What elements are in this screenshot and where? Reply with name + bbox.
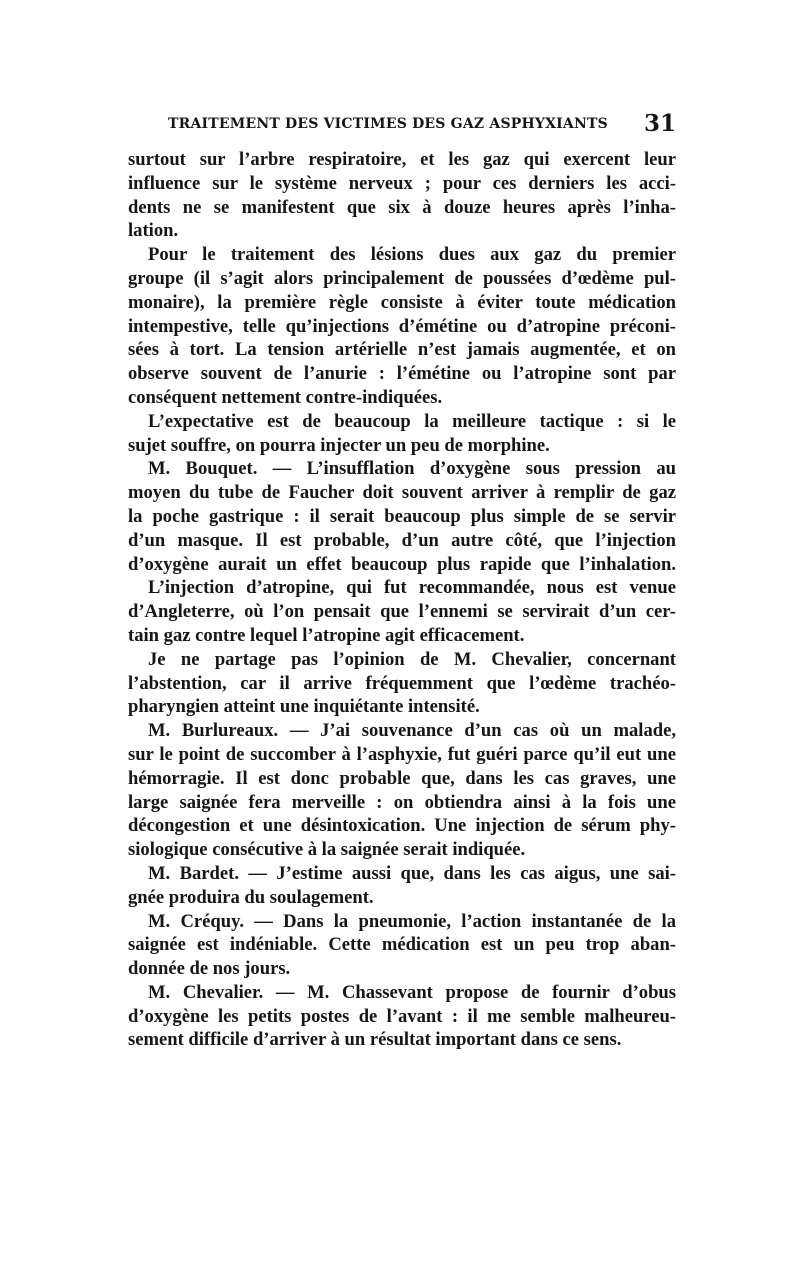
text-line: donnée de nos jours.	[128, 958, 291, 980]
text-line: M. Bardet. — J’estime aussi que, dans les cas aigus, une sai-	[148, 862, 676, 884]
text-line: siologique consécutive à la saignée serait indiquée.	[128, 839, 526, 861]
text-line: observe souvent de l’anurie : l’émétine ou l’atropine sont par	[128, 363, 676, 385]
text-line: tain gaz contre lequel l’atropine agit efficacement.	[128, 624, 525, 646]
text-line: L’expectative est de beaucoup la meilleure tactique : si le	[148, 410, 676, 432]
text-line: hémorragie. Il est donc probable que, dans les cas graves, une	[128, 767, 676, 789]
text-line: Je ne partage pas l’opinion de M. Chevalier, concernant	[148, 648, 676, 670]
text-line: intempestive, telle qu’injections d’émétine ou d’atropine préconi-	[128, 315, 676, 337]
page-header	[128, 110, 676, 140]
text-line: surtout sur l’arbre respiratoire, et les gaz qui exercent leur	[128, 149, 676, 170]
text-line: M. Créquy. — Dans la pneumonie, l’action instantanée de la	[148, 910, 676, 932]
text-line: d’oxygène aurait un effet beaucoup plus rapide que l’inhalation.	[128, 553, 676, 575]
text-line: dents ne se manifestent que six à douze heures après l’inha-	[128, 196, 676, 218]
text-line: large saignée fera merveille : on obtiendra ainsi à la fois une	[128, 791, 676, 813]
text-line: L’injection d’atropine, qui fut recommandée, nous est venue	[148, 577, 676, 599]
text-line: Pour le traitement des lésions dues aux gaz du premier	[148, 244, 676, 266]
page-number: 31	[643, 110, 676, 137]
text-line: sées à tort. La tension artérielle n’est jamais augmentée, et on	[128, 339, 676, 361]
text-line: M. Chevalier. — M. Chassevant propose de fournir d’obus	[148, 981, 676, 1003]
text-line: sujet souffre, on pourra injecter un peu de morphine.	[128, 434, 550, 456]
text-line: saignée est indéniable. Cette médication est un peu trop aban-	[128, 934, 676, 956]
text-line: conséquent nettement contre-indiquées.	[128, 386, 443, 408]
text-line: moyen du tube de Faucher doit souvent arriver à remplir de gaz	[128, 482, 676, 504]
text-line: monaire), la première règle consiste à éviter toute médication	[128, 291, 676, 313]
text-line: M. Bouquet. — L’insufflation d’oxygène sous pression au	[148, 458, 676, 480]
text-line: la poche gastrique : il serait beaucoup plus simple de se servir	[128, 505, 676, 527]
text-line: d’oxygène les petits postes de l’avant : il me semble malheureu-	[128, 1005, 676, 1027]
text-line: groupe (il s’agit alors principalement de poussées d’œdème pul-	[128, 267, 676, 289]
running-title: TRAITEMENT DES VICTIMES DES GAZ ASPHYXIANTS	[168, 116, 608, 132]
text-line: M. Burlureaux. — J’ai souvenance d’un cas où un malade,	[148, 720, 676, 742]
text-line: sement difficile d’arriver à un résultat important dans ce sens.	[128, 1029, 622, 1051]
text-line: influence sur le système nerveux ; pour ces derniers les acci-	[128, 172, 676, 194]
text-line: pharyngien atteint une inquiétante intensité.	[128, 696, 480, 718]
text-line: gnée produira du soulagement.	[128, 886, 374, 908]
text-line: lation.	[128, 220, 179, 242]
text-line: sur le point de succomber à l’asphyxie, fut guéri parce qu’il eut une	[128, 743, 676, 765]
text-line: d’Angleterre, où l’on pensait que l’ennemi se servirait d’un cer-	[128, 601, 676, 623]
body-text	[128, 148, 676, 1052]
text-line: d’un masque. Il est probable, d’un autre côté, que l’injection	[128, 529, 676, 551]
text-line: l’abstention, car il arrive fréquemment que l’œdème trachéo-	[128, 672, 676, 694]
text-line: décongestion et une désintoxication. Une injection de sérum phy-	[128, 815, 676, 837]
